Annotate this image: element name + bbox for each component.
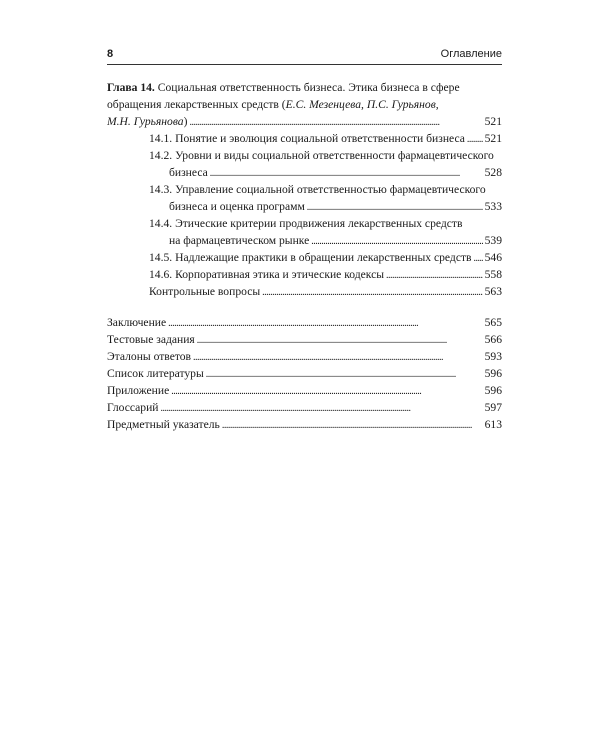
- toc-entry-label: на фармацевтическом рынке: [169, 234, 310, 247]
- running-head: Оглавление: [440, 48, 502, 60]
- chapter-page: 521: [484, 115, 502, 128]
- toc-entry-label: Контрольные вопросы: [149, 285, 261, 298]
- chapter-title-line-3[interactable]: [107, 113, 502, 130]
- toc-entry-label: 14.3. Управление социальной ответственностью фармацевтического: [149, 183, 486, 196]
- toc-entry-14-4-line-1[interactable]: [107, 215, 502, 232]
- toc-entry-label: Эталоны ответов: [107, 350, 192, 363]
- toc-entry-page: 597: [484, 401, 502, 414]
- dot-leader: [168, 314, 482, 331]
- dot-leader: [386, 266, 483, 283]
- dot-leader: [467, 130, 483, 147]
- toc-entry-label: Тестовые задания: [107, 333, 195, 346]
- chapter-title-part-1: Социальная ответственность бизнеса. Этика бизнеса в сфере: [154, 81, 460, 94]
- toc-entry-14-4-line-2[interactable]: [107, 232, 502, 249]
- dot-leader: [311, 232, 482, 249]
- chapter-title-line-1: [107, 79, 502, 96]
- toc-entry-glossary[interactable]: [107, 399, 502, 416]
- toc-entry-label: Предметный указатель: [107, 418, 220, 431]
- toc-entry-page: 596: [484, 367, 502, 380]
- toc-entry-page: 546: [484, 251, 502, 264]
- dot-leader: [307, 198, 483, 215]
- toc-entry-tests[interactable]: [107, 331, 502, 348]
- toc-entry-label: Заключение: [107, 316, 167, 329]
- toc-entry-page: 566: [484, 333, 502, 346]
- toc-entry-page: 613: [484, 418, 502, 431]
- toc-entry-14-3-line-1[interactable]: [107, 181, 502, 198]
- toc-entry-14-5[interactable]: [107, 249, 502, 266]
- dot-leader: [262, 283, 482, 300]
- toc-entry-answers[interactable]: [107, 348, 502, 365]
- chapter-title-close: ): [183, 115, 188, 128]
- toc-entry-page: 528: [484, 166, 502, 179]
- toc-entry-14-3-line-2[interactable]: [107, 198, 502, 215]
- dot-leader: [193, 348, 483, 365]
- dot-leader: [161, 399, 483, 416]
- dot-leader: [189, 113, 482, 130]
- chapter-authors-part-2: М.Н. Гурьянова: [107, 115, 184, 128]
- toc-entry-14-1[interactable]: [107, 130, 502, 147]
- chapter-title-part-2: обращения лекарственных средств (: [107, 98, 286, 111]
- dot-leader: [474, 249, 483, 266]
- toc-entry-page: 533: [484, 200, 502, 213]
- toc-entry-14-2-line-1[interactable]: [107, 147, 502, 164]
- toc-entry-page: 596: [484, 384, 502, 397]
- toc-entry-conclusion[interactable]: [107, 314, 502, 331]
- toc-entry-label: Приложение: [107, 384, 170, 397]
- spacer: [107, 300, 502, 314]
- chapter-authors-part-1: Е.С. Мезенцева, П.С. Гурьянов,: [285, 98, 439, 111]
- toc-entry-label: 14.6. Корпоративная этика и этические кодексы: [149, 268, 385, 281]
- dot-leader: [171, 382, 482, 399]
- dot-leader: [222, 416, 483, 433]
- toc-entry-page: 593: [484, 350, 502, 363]
- toc-entry-label: бизнеса: [169, 166, 208, 179]
- page-number: 8: [107, 48, 114, 60]
- toc-entry-label: 14.2. Уровни и виды социальной ответственности фармацевтического: [149, 149, 494, 162]
- toc-entry-14-2-line-2[interactable]: [107, 164, 502, 181]
- table-of-contents: [107, 79, 502, 433]
- toc-entry-appendix[interactable]: [107, 382, 502, 399]
- toc-entry-page: 565: [484, 316, 502, 329]
- toc-entry-label: 14.4. Этические критерии продвижения лекарственных средств: [149, 217, 463, 230]
- chapter-title-line-2: [107, 96, 502, 113]
- dot-leader: [197, 331, 483, 348]
- toc-entry-label: Глоссарий: [107, 401, 159, 414]
- toc-entry-references[interactable]: [107, 365, 502, 382]
- header-divider: [107, 64, 502, 65]
- dot-leader: [210, 164, 483, 181]
- dot-leader: [206, 365, 483, 382]
- toc-entry-page: 563: [484, 285, 502, 298]
- toc-entry-review-questions[interactable]: [107, 283, 502, 300]
- toc-entry-page: 521: [484, 132, 502, 145]
- toc-entry-label: 14.1. Понятие и эволюция социальной ответственности бизнеса: [149, 132, 465, 145]
- toc-entry-page: 558: [484, 268, 502, 281]
- toc-entry-label: бизнеса и оценка программ: [169, 200, 305, 213]
- toc-entry-label: Список литературы: [107, 367, 204, 380]
- page-header: [107, 45, 502, 63]
- toc-entry-label: 14.5. Надлежащие практики в обращении лекарственных средств: [149, 251, 472, 264]
- toc-entry-page: 539: [484, 234, 502, 247]
- toc-entry-subject-index[interactable]: [107, 416, 502, 433]
- toc-entry-14-6[interactable]: [107, 266, 502, 283]
- chapter-prefix: Глава 14.: [107, 81, 155, 94]
